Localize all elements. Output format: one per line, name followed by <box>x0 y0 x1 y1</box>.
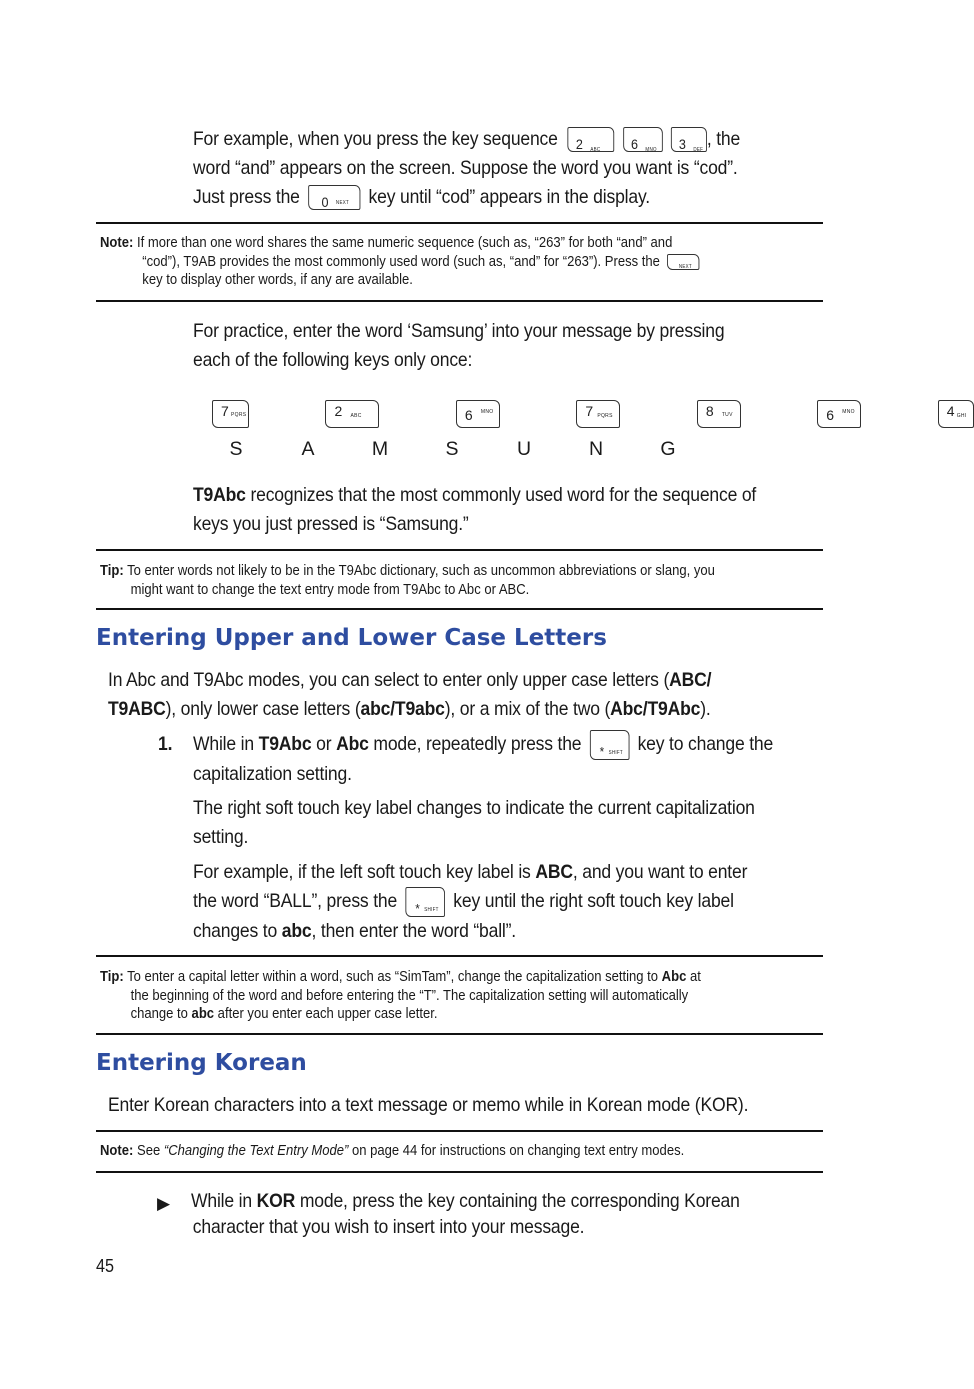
paragraph-line: word “and” appears on the screen. Suppose the word you want is “cod”. <box>193 157 738 179</box>
letter-label: S <box>229 438 243 460</box>
section-heading-korean: Entering Korean <box>96 1050 307 1076</box>
letter-label: G <box>660 438 676 460</box>
note-box: Note: If more than one word shares the same numeric sequence (such as, “263” for both “and” and “cod”), T9AB provides the most commonly used word (such as, “and” for “263”). Press the NEXT key to display other words, if any are available. <box>100 234 820 290</box>
divider <box>96 222 823 224</box>
letter-label: S <box>445 438 459 460</box>
key-6-icon: 6 MNO <box>456 400 500 428</box>
key-4-icon: 4 GHI <box>938 400 974 428</box>
paragraph-line: Just press the 0 NEXT key until “cod” appears in the display. <box>193 186 650 211</box>
letter-label: N <box>588 438 604 460</box>
next-key-icon: NEXT <box>667 254 699 270</box>
divider <box>96 300 823 302</box>
letter-label: M <box>371 438 389 460</box>
tip-box: Tip: To enter words not likely to be in the T9Abc dictionary, such as uncommon abbreviations or slang, you might want to change the text entry mode from T9Abc to Abc or ABC. <box>100 563 715 598</box>
paragraph-line: For example, when you press the key sequence 2 ABC 6 MNO 3 DEF , the <box>193 128 741 154</box>
note-label: Note: <box>100 235 134 251</box>
tip-label: Tip: <box>100 563 124 579</box>
section-heading-case-letters: Entering Upper and Lower Case Letters <box>96 625 607 651</box>
key-2-icon: 2 ABC <box>568 127 615 152</box>
divider <box>96 1130 823 1132</box>
page-number: 45 <box>96 1256 115 1276</box>
samsung-key-row <box>0 398 967 432</box>
paragraph-soft-key-label: The right soft touch key label changes to indicate the current capitalization setting. <box>193 797 755 848</box>
divider <box>96 955 823 957</box>
key-8-icon: 8 TUV <box>697 400 741 428</box>
key-7-icon: 7 PQRS <box>576 400 620 428</box>
step-number: 1. <box>158 733 173 755</box>
shift-key-icon: * SHIFT <box>590 730 630 760</box>
paragraph-case-modes: In Abc and T9Abc modes, you can select to enter only upper case letters (ABC/ T9ABC), only lower case letters (abc/T9abc), or a mix of the two (Abc/T9Abc). <box>108 669 712 720</box>
letter-label: U <box>516 438 532 460</box>
bullet-arrow-icon: ▶ <box>157 1194 171 1214</box>
paragraph-t9abc-recognition: T9Abc recognizes that the most commonly used word for the sequence of keys you just pressed is “Samsung.” <box>193 484 757 535</box>
samsung-letter-row <box>0 438 954 464</box>
key-3-icon: 3 DEF <box>671 127 707 152</box>
note-label: Note: <box>100 1143 134 1159</box>
tip-label: Tip: <box>100 969 124 985</box>
divider <box>96 1171 823 1173</box>
shift-key-icon: * SHIFT <box>405 887 445 917</box>
bullet-text: While in KOR mode, press the key containing the corresponding Korean character that you wish to insert into your message. <box>191 1190 740 1238</box>
divider <box>96 549 823 551</box>
letter-label: A <box>301 438 315 460</box>
paragraph-ball-example: For example, if the left soft touch key label is ABC, and you want to enter the word “BALL”, press the * SHIFT key until the right soft touch key label changes to abc, then enter the word “ball”. <box>193 861 748 942</box>
divider <box>96 608 823 610</box>
key-6-icon: 6 MNO <box>623 127 663 152</box>
paragraph-korean-mode: Enter Korean characters into a text message or memo while in Korean mode (KOR). <box>108 1094 749 1116</box>
key-6-icon: 6 MNO <box>817 400 861 428</box>
key-7-icon: 7 PQRS <box>212 400 249 428</box>
divider <box>96 1033 823 1035</box>
key-2-icon: 2 ABC <box>325 400 379 428</box>
note-box: Note: See “Changing the Text Entry Mode” on page 44 for instructions on changing text entry modes. <box>100 1143 685 1159</box>
next-key-icon: 0 NEXT <box>308 185 360 210</box>
tip-box: Tip: To enter a capital letter within a word, such as “SimTam”, change the capitalization setting to Abc at the beginning of the word and before entering the “T”. The capitalization setting will automatically change to abc after you enter each upper case letter. <box>100 969 701 1022</box>
paragraph-key-sequence-example <box>193 125 823 212</box>
paragraph-practice: For practice, enter the word ‘Samsung’ into your message by pressing each of the following keys only once: <box>193 320 725 371</box>
step-text: While in T9Abc or Abc mode, repeatedly press the * SHIFT key to change the capitalization setting. <box>193 730 841 789</box>
